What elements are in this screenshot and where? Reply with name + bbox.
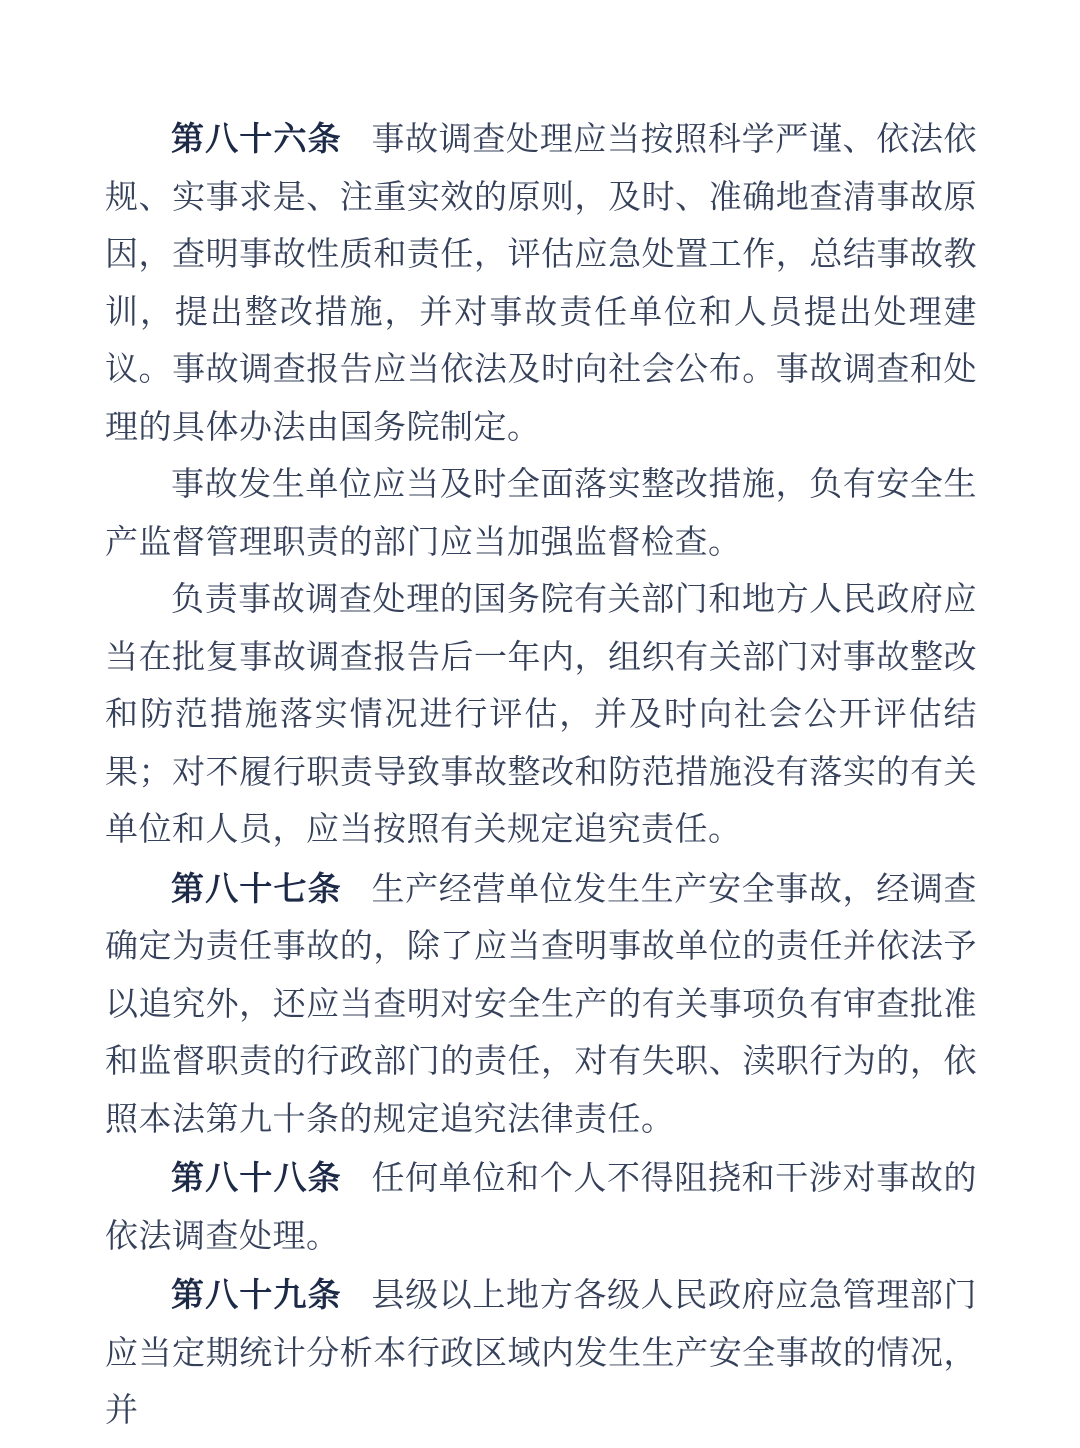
article-86-clause-2-text: 事故发生单位应当及时全面落实整改措施，负有安全生产监督管理职责的部门应当加强监督检查。 bbox=[105, 467, 977, 561]
article-86-body-text: 事故调查处理应当按照科学严谨、依法依规、实事求是、注重实效的原则，及时、准确地查清事故原因，查明事故性质和责任，评估应急处置工作，总结事故教训，提出整改措施，并对事故责任单位和人员提出处理建议。事故调查报告应当依法及时向社会公布。事故调查和处理的具体办法由国务院制定。 bbox=[105, 122, 978, 446]
article-88-body-text: 任何单位和个人不得阻挠和干涉对事故的依法调查处理。 bbox=[105, 1161, 978, 1255]
article-86-number: 第八十六条 bbox=[171, 120, 342, 157]
article-87-number: 第八十七条 bbox=[171, 869, 342, 907]
paragraph-article-89 bbox=[105, 1266, 977, 1441]
article-89-body-text: 县级以上地方各级人民政府应急管理部门应当定期统计分析本行政区域内发生生产安全事故的情况，并 bbox=[105, 1278, 978, 1429]
paragraph-article-88 bbox=[105, 1149, 977, 1266]
document-text-column bbox=[105, 110, 977, 1441]
paragraph-article-86 bbox=[105, 110, 977, 457]
article-89-number: 第八十九条 bbox=[171, 1276, 342, 1313]
article-88-number: 第八十八条 bbox=[171, 1159, 342, 1196]
paragraph-article-86-clause-2 bbox=[105, 457, 977, 572]
paragraph-article-86-clause-3 bbox=[105, 572, 977, 860]
paragraph-article-87 bbox=[105, 860, 977, 1150]
article-86-clause-3-text: 负责事故调查处理的国务院有关部门和地方人民政府应当在批复事故调查报告后一年内，组织有关部门对事故整改和防范措施落实情况进行评估，并及时向社会公开评估结果；对不履行职责导致事故整改和防范措施没有落实的有关单位和人员，应当按照有关规定追究责任。 bbox=[105, 582, 977, 848]
article-87-body-text: 生产经营单位发生生产安全事故，经调查确定为责任事故的，除了应当查明事故单位的责任并依法予以追究外，还应当查明对安全生产的有关事项负有审查批准和监督职责的行政部门的责任，对有失职、渎职行为的，依照本法第九十条的规定追究法律责任。 bbox=[105, 871, 978, 1138]
